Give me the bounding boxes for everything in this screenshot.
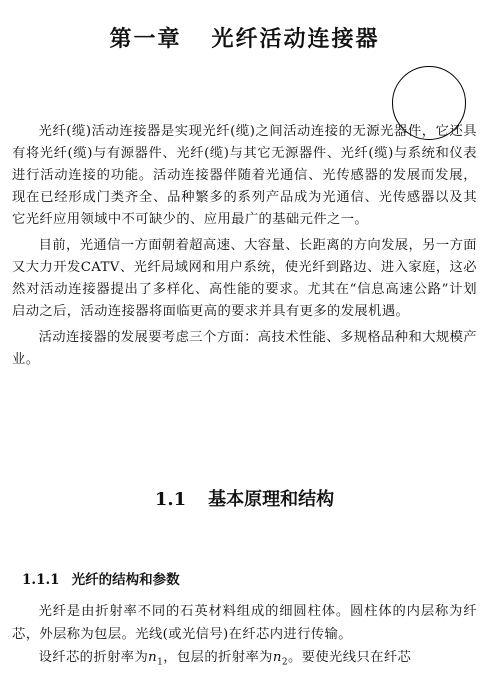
- chapter-number: 第一章: [109, 26, 182, 52]
- paragraph: 活动连接器的发展要考虑三个方面：高技术性能、多规格品种和大规模产业。: [12, 330, 477, 367]
- section-name: 基本原理和结构: [208, 489, 335, 510]
- section-title: [0, 485, 489, 511]
- paragraph: 目前，光通信一方面朝着超高速、大容量、长距离的方向发展，另一方面又大力开发CATV、光纤局域网和用户系统，使光纤到路边、进入家庭，这必然对活动连接器提出了多样化、高性能的要求。尤其在“信息高速公路”计划启动之后，活动连接器将面临更高的要求并具有更多的发展机遇。: [12, 238, 477, 319]
- intro-text: [12, 121, 477, 375]
- subsection-name: 光纤的结构和参数: [71, 572, 180, 588]
- chapter-title: [0, 22, 489, 53]
- paragraph: 光纤是由折射率不同的石英材料组成的细圆柱体。圆柱体的内层称为纤芯，外层称为包层。光线(或光信号)在纤芯内进行传输。: [12, 604, 477, 642]
- paragraph-truncated: 设纤芯的折射率为$n_1$，包层的折射率为$n_2$。要使光线只在纤芯: [38, 650, 412, 668]
- subsection-number: 1.1.1: [22, 572, 60, 588]
- section-number: 1.1: [154, 489, 187, 510]
- paragraph: 光纤(缆)活动连接器是实现光纤(缆)之间活动连接的无源光器件，它还具有将光纤(缆)与有源器件、光纤(缆)与其它无源器件、光纤(缆)与系统和仪表进行活动连接的功能。活动连接器伴随着光通信、光传感器的发展而发展，现在已经形成门类齐全、品种繁多的系列产品成为光通信、光传感器以及其它光纤应用领域中不可缺少的、应用最广的基础元件之一。: [12, 124, 477, 227]
- subsection-title: [22, 568, 180, 588]
- subsection-text: [12, 600, 477, 675]
- chapter-name: 光纤活动连接器: [211, 26, 380, 52]
